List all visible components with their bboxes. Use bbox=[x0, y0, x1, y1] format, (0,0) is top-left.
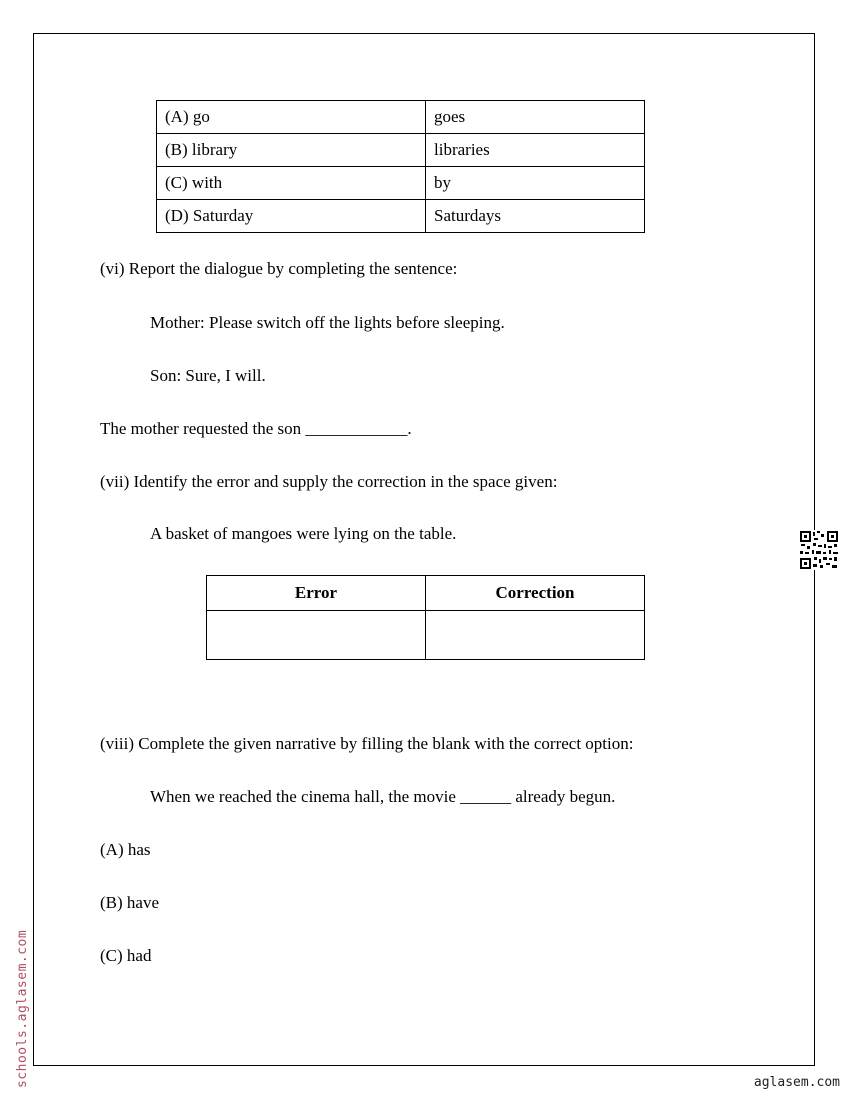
table-row bbox=[157, 200, 645, 233]
q8-prompt: (viii) Complete the given narrative by filling the blank with the correct option: bbox=[100, 734, 634, 753]
q8-sentence: When we reached the cinema hall, the movie ______ already begun. bbox=[150, 787, 616, 806]
q6-dialogue-mother: Mother: Please switch off the lights before sleeping. bbox=[150, 313, 505, 332]
option-cell: (A) go bbox=[157, 101, 426, 134]
table-row bbox=[157, 101, 645, 134]
option-cell: (B) library bbox=[157, 134, 426, 167]
correction-header: Correction bbox=[426, 576, 645, 611]
error-answer-cell[interactable] bbox=[207, 611, 426, 660]
table-row bbox=[157, 134, 645, 167]
table-row bbox=[207, 611, 645, 660]
q8-option-c: (C) had bbox=[100, 946, 152, 965]
option-cell: (C) with bbox=[157, 167, 426, 200]
q8-option-b: (B) have bbox=[100, 893, 160, 912]
table-row bbox=[207, 576, 645, 611]
table-row bbox=[157, 167, 645, 200]
option-cell: Saturdays bbox=[426, 200, 645, 233]
option-cell: (D) Saturday bbox=[157, 200, 426, 233]
footer-watermark[interactable]: aglasem.com bbox=[753, 1075, 840, 1090]
error-header: Error bbox=[207, 576, 426, 611]
q6-prompt: (vi) Report the dialogue by completing the sentence: bbox=[100, 259, 458, 278]
q8-option-a: (A) has bbox=[100, 840, 151, 859]
option-cell: goes bbox=[426, 101, 645, 134]
side-watermark: schools.aglasem.com bbox=[15, 929, 30, 1088]
error-correction-table bbox=[206, 575, 645, 660]
q7-sentence: A basket of mangoes were lying on the table. bbox=[150, 524, 457, 543]
q6-answer-line: The mother requested the son ____________. bbox=[100, 419, 412, 438]
option-cell: by bbox=[426, 167, 645, 200]
option-cell: libraries bbox=[426, 134, 645, 167]
options-table bbox=[156, 100, 645, 233]
qr-code-icon bbox=[799, 530, 839, 570]
correction-answer-cell[interactable] bbox=[426, 611, 645, 660]
q6-dialogue-son: Son: Sure, I will. bbox=[150, 366, 266, 385]
q7-prompt: (vii) Identify the error and supply the correction in the space given: bbox=[100, 472, 558, 491]
